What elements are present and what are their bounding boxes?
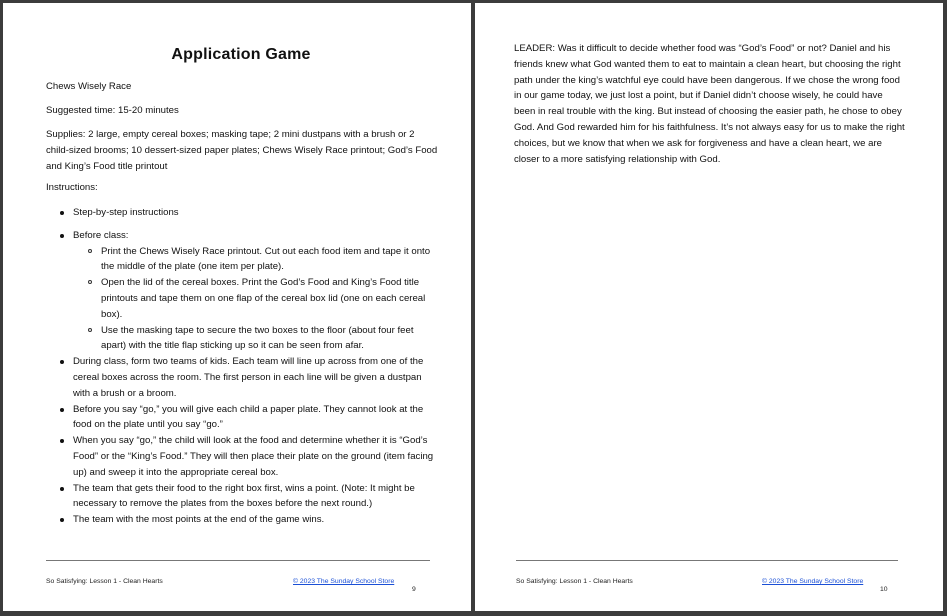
before-class-label: Before class: [73,229,129,241]
list-item-before-class [73,228,438,354]
list-item [73,402,438,434]
sub-list-item [101,244,438,276]
copyright-link[interactable]: © 2023 The Sunday School Store [293,578,395,585]
before-class-sublist [73,244,438,355]
list-item-text: When you say “go,” the child will look at the food and determine whether it is “God’s Food” or the “King’s Food.” They will then place their plate on the ground (item facing up) and sweep it into the appropriate cereal box. [73,435,434,478]
footer-lesson-title: So Satisfying: Lesson 1 - Clean Hearts [46,578,163,585]
list-item [73,354,438,401]
page-number: 10 [880,586,888,593]
page-9 [3,3,471,611]
list-item-text: During class, form two teams of kids. Each team will line up across from one of the cereal boxes across the room. The first person in each line will be given a dustpan with a brush or a broom. [73,356,424,399]
sub-list-item-text: Use the masking tape to secure the two boxes to the floor (about four feet apart) with the title flap sticking up so it can be seen from afar. [101,324,414,352]
list-item [73,512,438,528]
supplies-text: Supplies: 2 large, empty cereal boxes; masking tape; 2 mini dustpans with a brush or 2 child-sized brooms; 10 dessert-sized paper plates; Chews Wisely Race printout; God’s Food and King’s Food title printout [46,129,438,172]
list-item [73,205,438,221]
footer-divider [516,560,898,561]
leader-paragraph: LEADER: Was it difficult to decide whether food was “God’s Food” or not? Daniel and his friends knew what God wanted them to eat to maintain a clean heart, but choosing the right path under the king’s watchful eye could have been dangerous. If we chose the wrong food in our game today, we just lost a point, but if Daniel didn’t choose wisely, he could have been in real trouble with the king. But instead of choosing the easier path, he chose to obey God. And God rewarded him for his faithfulness. It’s not always easy for us to make the right choices, but we know that when we ask for forgiveness and have a clean heart, we are closer to a more satisfying relationship with God. [514,43,905,165]
sub-list-item [101,275,438,322]
sub-list-item-text: Open the lid of the cereal boxes. Print the God’s Food and King’s Food title printouts and tape them on one flap of the cereal box lid (one on each cereal box). [101,277,426,320]
sub-list-item [101,323,438,355]
footer-lesson-title: So Satisfying: Lesson 1 - Clean Hearts [516,578,633,585]
page-10-content [514,41,906,167]
instructions-label: Instructions: [46,182,98,193]
sub-list-item-text: Print the Chews Wisely Race printout. Cut out each food item and tape it onto the middle of the plate (one item per plate). [101,245,431,273]
page-number: 9 [412,586,416,593]
page-title: Application Game [171,46,311,63]
list-item-text: The team that gets their food to the right box first, wins a point. (Note: It might be necessary to remove the plates from the boxes before the next round.) [73,482,415,510]
list-item-text: Before you say “go,” you will give each child a paper plate. They cannot look at the food on the plate until you say “go.” [73,403,424,431]
instructions-list [46,205,438,528]
game-name: Chews Wisely Race [46,81,132,92]
footer-divider [46,560,430,561]
list-item-text: The team with the most points at the end of the game wins. [73,514,325,526]
list-item-text: Step-by-step instructions [73,207,179,218]
list-item [73,433,438,480]
list-item [73,481,438,513]
page-10 [475,3,943,611]
suggested-time: Suggested time: 15-20 minutes [46,105,179,116]
copyright-link[interactable]: © 2023 The Sunday School Store [762,578,864,585]
